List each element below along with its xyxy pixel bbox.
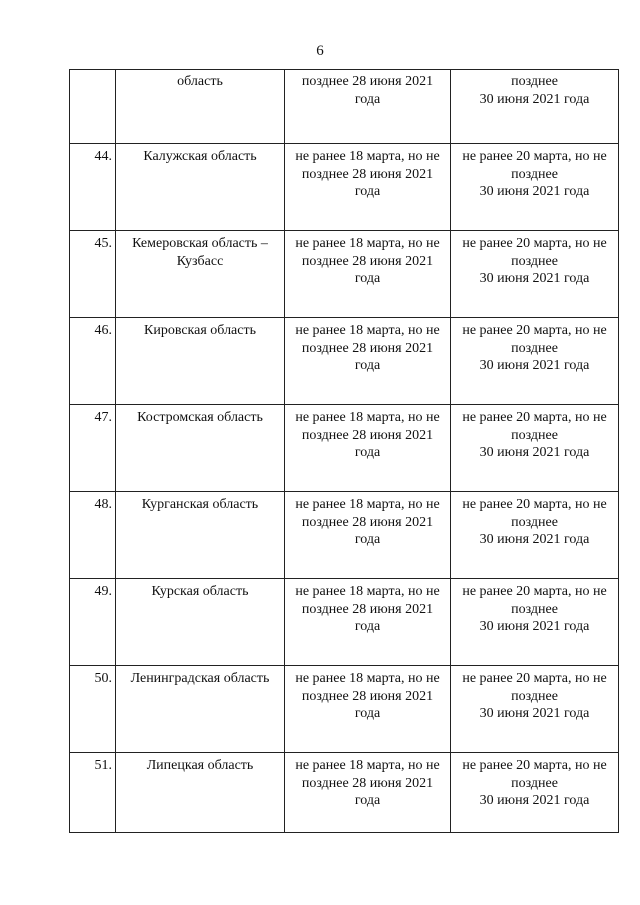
end-date-line: 30 июня 2021 года bbox=[479, 619, 590, 634]
table-row bbox=[70, 405, 619, 492]
row-number-cell bbox=[70, 70, 116, 144]
region-name: Кемеровская область – bbox=[132, 236, 268, 251]
start-date-cell bbox=[285, 144, 451, 231]
end-date-line: 30 июня 2021 года bbox=[479, 271, 590, 286]
end-date-line: позднее bbox=[511, 688, 558, 704]
region-name: Костромская область bbox=[137, 410, 263, 425]
end-date-line: позднее bbox=[511, 253, 558, 269]
region-cell bbox=[116, 70, 285, 144]
end-date-line: не ранее 20 марта, но не bbox=[462, 758, 607, 773]
start-date-line: не ранее 18 марта, но не bbox=[295, 671, 440, 686]
end-date-line: 30 июня 2021 года bbox=[479, 706, 590, 721]
table-row bbox=[70, 579, 619, 666]
start-date-cell bbox=[285, 666, 451, 753]
end-date-line: позднее bbox=[511, 514, 558, 530]
row-number-cell: 48. bbox=[70, 492, 116, 579]
start-date-line: не ранее 18 марта, но не bbox=[295, 410, 440, 425]
end-date-line: позднее bbox=[511, 775, 558, 791]
row-number-cell: 50. bbox=[70, 666, 116, 753]
start-date-line: года bbox=[354, 358, 381, 373]
region-cell bbox=[116, 405, 285, 492]
row-number-cell: 44. bbox=[70, 144, 116, 231]
region-cell bbox=[116, 579, 285, 666]
end-date-line: 30 июня 2021 года bbox=[479, 793, 590, 808]
end-date-line: не ранее 20 марта, но не bbox=[462, 584, 607, 599]
end-date-line: позднее bbox=[511, 340, 558, 356]
end-date-line: 30 июня 2021 года bbox=[479, 445, 590, 460]
end-date-cell bbox=[451, 70, 619, 144]
start-date-line: года bbox=[354, 445, 381, 460]
end-date-line: не ранее 20 марта, но не bbox=[462, 671, 607, 686]
start-date-line: не ранее 18 марта, но не bbox=[295, 758, 440, 773]
end-date-line: не ранее 20 марта, но не bbox=[462, 497, 607, 512]
end-date-line: позднее bbox=[511, 601, 558, 617]
region-name: Липецкая область bbox=[146, 758, 254, 773]
end-date-cell bbox=[451, 144, 619, 231]
start-date-line: не ранее 18 марта, но не bbox=[295, 323, 440, 338]
start-date-line: года bbox=[354, 793, 381, 808]
start-date-line: позднее 28 июня 2021 bbox=[301, 601, 434, 617]
table-row bbox=[70, 666, 619, 753]
end-date-line: позднее bbox=[511, 427, 558, 443]
region-name: область bbox=[177, 74, 223, 89]
end-date-cell bbox=[451, 666, 619, 753]
row-number-cell: 49. bbox=[70, 579, 116, 666]
row-number-cell: 47. bbox=[70, 405, 116, 492]
region-name: Ленинградская область bbox=[130, 671, 270, 686]
region-name: Кировская область bbox=[143, 323, 256, 338]
start-date-line: позднее 28 июня 2021 bbox=[301, 775, 434, 791]
end-date-line: 30 июня 2021 года bbox=[479, 532, 590, 547]
start-date-line: не ранее 18 марта, но не bbox=[295, 584, 440, 599]
end-date-cell bbox=[451, 579, 619, 666]
end-date-cell bbox=[451, 231, 619, 318]
region-cell bbox=[116, 492, 285, 579]
page-number: 6 bbox=[316, 43, 324, 59]
start-date-cell bbox=[285, 405, 451, 492]
table-row bbox=[70, 144, 619, 231]
table-row bbox=[70, 70, 619, 144]
start-date-cell bbox=[285, 753, 451, 833]
start-date-line: позднее 28 июня 2021 bbox=[301, 166, 434, 182]
region-cell bbox=[116, 666, 285, 753]
start-date-line: года bbox=[354, 619, 381, 634]
row-number-cell: 46. bbox=[70, 318, 116, 405]
end-date-line: не ранее 20 марта, но не bbox=[462, 236, 607, 251]
start-date-line: позднее 28 июня 2021 bbox=[301, 514, 434, 530]
region-name: Курганская область bbox=[141, 497, 259, 512]
region-name: Калужская область bbox=[143, 149, 257, 164]
region-cell bbox=[116, 318, 285, 405]
start-date-line: не ранее 18 марта, но не bbox=[295, 236, 440, 251]
region-name: Кузбасс bbox=[176, 253, 224, 269]
start-date-line: года bbox=[354, 184, 381, 199]
region-cell bbox=[116, 144, 285, 231]
start-date-line: года bbox=[354, 91, 381, 107]
end-date-line: позднее bbox=[511, 74, 558, 89]
end-date-line: не ранее 20 марта, но не bbox=[462, 149, 607, 164]
end-date-cell bbox=[451, 318, 619, 405]
start-date-line: позднее 28 июня 2021 bbox=[301, 688, 434, 704]
start-date-cell bbox=[285, 231, 451, 318]
start-date-line: не ранее 18 марта, но не bbox=[295, 149, 440, 164]
end-date-cell bbox=[451, 405, 619, 492]
start-date-cell bbox=[285, 318, 451, 405]
start-date-line: позднее 28 июня 2021 bbox=[301, 253, 434, 269]
end-date-line: не ранее 20 марта, но не bbox=[462, 410, 607, 425]
end-date-cell bbox=[451, 753, 619, 833]
end-date-line: 30 июня 2021 года bbox=[479, 184, 590, 199]
table-row bbox=[70, 753, 619, 833]
start-date-cell bbox=[285, 492, 451, 579]
start-date-line: позднее 28 июня 2021 bbox=[301, 427, 434, 443]
table-row bbox=[70, 492, 619, 579]
region-cell bbox=[116, 231, 285, 318]
end-date-cell bbox=[451, 492, 619, 579]
row-number-cell: 51. bbox=[70, 753, 116, 833]
row-number-cell: 45. bbox=[70, 231, 116, 318]
end-date-line: 30 июня 2021 года bbox=[479, 91, 590, 107]
start-date-cell bbox=[285, 579, 451, 666]
start-date-line: позднее 28 июня 2021 bbox=[301, 74, 434, 89]
start-date-line: года bbox=[354, 706, 381, 721]
region-name: Курская область bbox=[151, 584, 249, 599]
end-date-line: 30 июня 2021 года bbox=[479, 358, 590, 373]
table-row bbox=[70, 231, 619, 318]
region-cell bbox=[116, 753, 285, 833]
start-date-line: не ранее 18 марта, но не bbox=[295, 497, 440, 512]
start-date-line: позднее 28 июня 2021 bbox=[301, 340, 434, 356]
regions-schedule-table bbox=[69, 69, 619, 833]
start-date-line: года bbox=[354, 271, 381, 286]
start-date-line: года bbox=[354, 532, 381, 547]
table-row bbox=[70, 318, 619, 405]
start-date-cell bbox=[285, 70, 451, 144]
end-date-line: позднее bbox=[511, 166, 558, 182]
end-date-line: не ранее 20 марта, но не bbox=[462, 323, 607, 338]
